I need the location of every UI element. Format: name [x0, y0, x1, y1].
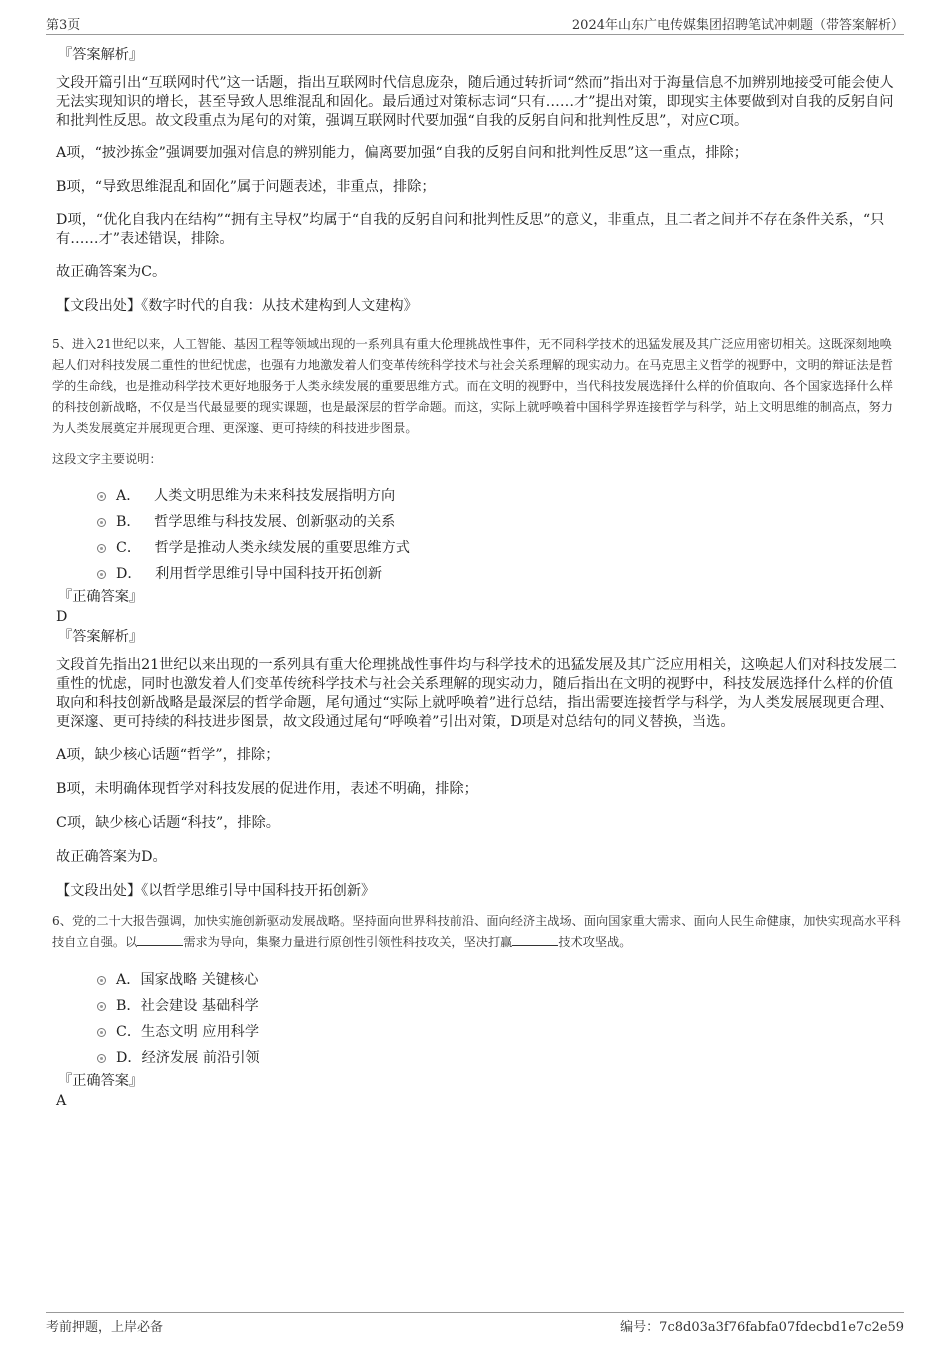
- footer-slogan: 考前押题，上岸必备: [46, 1320, 164, 1335]
- radio-button-icon[interactable]: [97, 1054, 106, 1063]
- option-c[interactable]: C． 哲学是推动人类永续发展的重要思维方式: [56, 535, 902, 561]
- correct-answer-label: 『正确答案』: [58, 589, 144, 605]
- option-b[interactable]: B．社会建设 基础科学: [56, 993, 902, 1019]
- page-footer: [46, 1312, 904, 1337]
- option-c-analysis: C项，缺少核心话题“科技”，排除。: [56, 815, 280, 831]
- conclusion: 故正确答案为C。: [56, 264, 167, 280]
- answer-options: [56, 967, 902, 1071]
- radio-button-icon[interactable]: [97, 570, 106, 579]
- source-citation: 【文段出处】《以哲学思维引导中国科技开拓创新》: [56, 883, 376, 899]
- radio-button-icon[interactable]: [97, 976, 106, 985]
- option-a-analysis: A项，缺少核心话题“哲学”，排除；: [56, 747, 280, 763]
- correct-answer: A: [56, 1093, 67, 1109]
- correct-answer: D: [56, 609, 68, 625]
- radio-button-icon[interactable]: [97, 1028, 106, 1037]
- analysis-text: 文段首先指出21世纪以来出现的一系列具有重大伦理挑战性事件均与科学技术的迅猛发展及其广泛应用相关，这唤起人们对科技发展二重性的忧虑，同时也激发着人们变革传统科学技术与社会关系理解的现实动力，随后指出在文明的视野中，科技发展选择什么样的价值取向和科技创新战略是最深层的哲学命题，尾句通过“实际上就呼唤着”进行总结，指出需要连接哲学与科学，为人类发展展现更合理、更深邃、更可持续的科技进步图景，故文段通过尾句“呼唤着”引出对策，D项是对总结句的同义替换，当选。: [56, 657, 897, 730]
- document-title: 2024年山东广电传媒集团招聘笔试冲刺题（带答案解析）: [571, 18, 904, 33]
- option-d[interactable]: D．经济发展 前沿引领: [56, 1045, 902, 1071]
- option-a-analysis: A项，“披沙拣金”强调要加强对信息的辨别能力，偏离要加强“自我的反躬自问和批判性反思”这一重点，排除；: [56, 145, 748, 161]
- page-content: [52, 45, 902, 1111]
- analysis-label: 『答案解析』: [58, 629, 144, 645]
- document-id: 编号：7c8d03a3f76fabfa07fdecbd1e7c2e59: [620, 1320, 904, 1335]
- page-header: [46, 12, 904, 35]
- correct-answer-label: 『正确答案』: [58, 1073, 144, 1089]
- option-d[interactable]: D． 利用哲学思维引导中国科技开拓创新: [56, 561, 902, 587]
- question-prompt: 这段文字主要说明：: [52, 452, 162, 466]
- radio-button-icon[interactable]: [97, 518, 106, 527]
- radio-button-icon[interactable]: [97, 492, 106, 501]
- fill-blank: [137, 933, 183, 946]
- conclusion: 故正确答案为D。: [56, 849, 167, 865]
- page-number: 第3页: [46, 18, 81, 33]
- analysis-text: 文段开篇引出“互联网时代”这一话题，指出互联网时代信息庞杂，随后通过转折词“然而”指出对于海量信息不加辨别地接受可能会使人无法实现知识的增长，甚至导致人思维混乱和固化。最后通过对策标志词“只有……才”提出对策，即现实主体要做到对自我的反躬自问和批判性反思。故文段重点为尾句的对策，强调互联网时代要加强“自我的反躬自问和批判性反思”，对应C项。: [56, 75, 894, 129]
- radio-button-icon[interactable]: [97, 544, 106, 553]
- option-d-analysis: D项，“优化自我内在结构”“拥有主导权”均属于“自我的反躬自问和批判性反思”的意义，非重点，且二者之间并不存在条件关系，“只有……才”表述错误，排除。: [56, 212, 885, 247]
- radio-button-icon[interactable]: [97, 1002, 106, 1011]
- option-c[interactable]: C．生态文明 应用科学: [56, 1019, 902, 1045]
- fill-blank: [512, 933, 558, 946]
- option-b-analysis: B项，“导致思维混乱和固化”属于问题表述，非重点，排除；: [56, 179, 436, 195]
- question-stem: 5、进入21世纪以来，人工智能、基因工程等领域出现的一系列具有重大伦理挑战性事件，无不同科学技术的迅猛发展及其广泛应用密切相关。这既深刻地唤起人们对科技发展二重性的世纪忧虑，也强有力地激发着人们变革传统科学技术与社会关系理解的现实动力。在马克思主义哲学的视野中，文明的辩证法是哲学的生命线，也是推动科学技术更好地服务于人类永续发展的重要思维方式。而在文明的视野中，当代科技发展选择什么样的价值取向、各个国家选择什么样的科技创新战略，不仅是当代最显要的现实课题，也是最深层的哲学命题。而这，实际上就呼唤着中国科学界连接哲学与科学，站上文明思维的制高点，努力为人类发展奠定并展现更合理、更深邃、更可持续的科技进步图景。: [52, 337, 893, 435]
- question-stem: 6、党的二十大报告强调，加快实施创新驱动发展战略。坚持面向世界科技前沿、面向经济主战场、面向国家重大需求、面向人民生命健康，加快实现高水平科技自立自强。以 需求为导向，集聚力量进行原创性引领性科技攻关，坚决打赢 技术攻坚战。: [52, 914, 901, 949]
- option-a[interactable]: A．国家战略 关键核心: [56, 967, 902, 993]
- answer-options: [56, 483, 902, 587]
- option-b-analysis: B项，未明确体现哲学对科技发展的促进作用，表述不明确，排除；: [56, 781, 478, 797]
- option-b[interactable]: B． 哲学思维与科技发展、创新驱动的关系: [56, 509, 902, 535]
- source-citation: 【文段出处】《数字时代的自我：从技术建构到人文建构》: [56, 298, 418, 314]
- option-a[interactable]: A． 人类文明思维为未来科技发展指明方向: [56, 483, 902, 509]
- analysis-label: 『答案解析』: [58, 47, 144, 63]
